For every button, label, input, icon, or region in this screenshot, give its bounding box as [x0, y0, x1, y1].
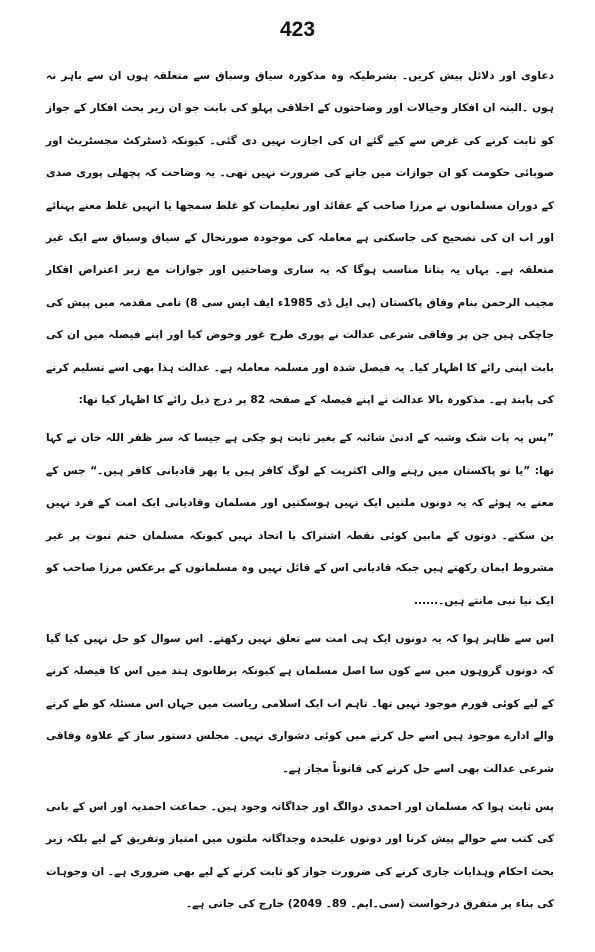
paragraph-quoted-judgment: ”پس یہ بات شک وشبہ کے ادنیٰ شائبہ کے بغیر ثابت ہو چکی ہے جیسا کہ سر ظفر اللہ خان نے کہا تھا: ”یا تو پاکستان میں رہنے والی اکثریت کے لوگ کافر ہیں یا پھر قادیانی کافر ہیں۔“ جس کے معنے یہ ہوئے کہ یہ دونوں ملتیں ایک نہیں ہوسکتیں اور مسلمان وقادیانی ایک امت کے فرد نہیں بن سکتے۔ دونوں کے مابین کوئی نقطہ اشتراک یا اتحاد نہیں کیونکہ مسلمان ختم نبوت پر غیر مشروط ایمان رکھتے ہیں جبکہ قادیانی اس کے قائل نہیں وہ مسلمانوں کے برعکس مرزا صاحب کو ایک نیا نبی مانتے ہیں۔...... — [46, 432, 554, 607]
paragraph-judgment-reasoning: دعاوی اور دلائل پیش کریں۔ بشرطیکہ وہ مذکورہ سیاق وسباق سے متعلقہ ہوں ان سے باہر نہ ہوں ۔البتہ ان افکار وخیالات اور وضاحتوں کے اخلاقی پہلو کی بابت جو ان زیر بحث افکار کے جواز کو ثابت کرنے کی غرض سے کیے گئے ان کی اجازت نہیں دی گئی۔ کیونکہ ڈسٹرکٹ مجسٹریٹ اور صوبائی حکومت کو ان جوازات میں جانے کی ضرورت نہیں تھی۔ یہ وضاحت کہ پچھلی پوری صدی کے دوران مسلمانوں نے مرزا صاحب کے عقائد اور تعلیمات کو غلط سمجھا یا انہیں غلط معنے پہنائے اور اب ان کی تصحیح کی جاسکتی ہے معاملہ کی موجودہ صورتحال کے سیاق وسباق سے ایک غیر متعلقہ ہے۔ یہاں یہ بتانا مناسب ہوگا کہ یہ ساری وضاحتیں اور جوازات مع زیر اعتراض افکار مجیب الرحمن بنام وفاق پاکستان (پی ایل ڈی 1985ء ایف ایس سی 8) نامی مقدمہ میں پیش کی جاچکی ہیں جن پر وفاقی شرعی عدالت نے پوری طرح غور وخوض کیا اور اپنے فیصلہ میں ان کی بابت اپنی رائے کا اظہار کیا۔ یہ فیصل شدہ اور مسلمہ معاملہ ہے۔ عدالت ہذا بھی اسے تسلیم کرنے کی پابند ہے۔ مذکورہ بالا عدالت نے اپنے فیصلہ کے صفحہ 82 پر درج ذیل رائے کا اظہار کیا تھا: — [46, 70, 554, 407]
paragraph-separate-ummah: اس سے ظاہر ہوا کہ یہ دونوں ایک ہی امت سے تعلق نہیں رکھتے۔ اس سوال کو حل نہیں کیا گیا کہ دونوں گروہوں میں سے کون سا اصل مسلمان ہے کیونکہ برطانوی ہند میں اس کا فیصلہ کرنے کے لیے کوئی فورم موجود نہیں تھا۔ تاہم اب ایک اسلامی ریاست میں جہاں اس مسئلہ کو طے کرنے والے ادارے موجود ہیں اسے حل کرنے میں کوئی دشواری نہیں۔ مجلس دستور ساز کے علاوہ وفاقی شرعی عدالت بھی اسے حل کرنے کی قانوناً مجاز ہے۔ — [46, 632, 554, 775]
page-number: 423 — [279, 18, 316, 41]
body-text — [46, 60, 554, 921]
paragraph-conclusion: پس ثابت ہوا کہ مسلمان اور احمدی دوالگ اور جداگانہ وجود ہیں۔ جماعت احمدیہ اور اس کے بانی کی کتب سے حوالے پیش کرنا اور دونوں علیحدہ وجداگانہ ملتوں میں امتیاز وتفریق کے لیے بلکہ زیر بحث احکام وہدایات جاری کرنے کی ضرورت جواز کو ثابت کرنے کے لیے بھی ضروری ہے۔ ان وجوہات کی بناء پر متفرق درخواست (سی۔ایم۔ 89۔ 2049) خارج کی جاتی ہے۔ — [46, 800, 554, 911]
